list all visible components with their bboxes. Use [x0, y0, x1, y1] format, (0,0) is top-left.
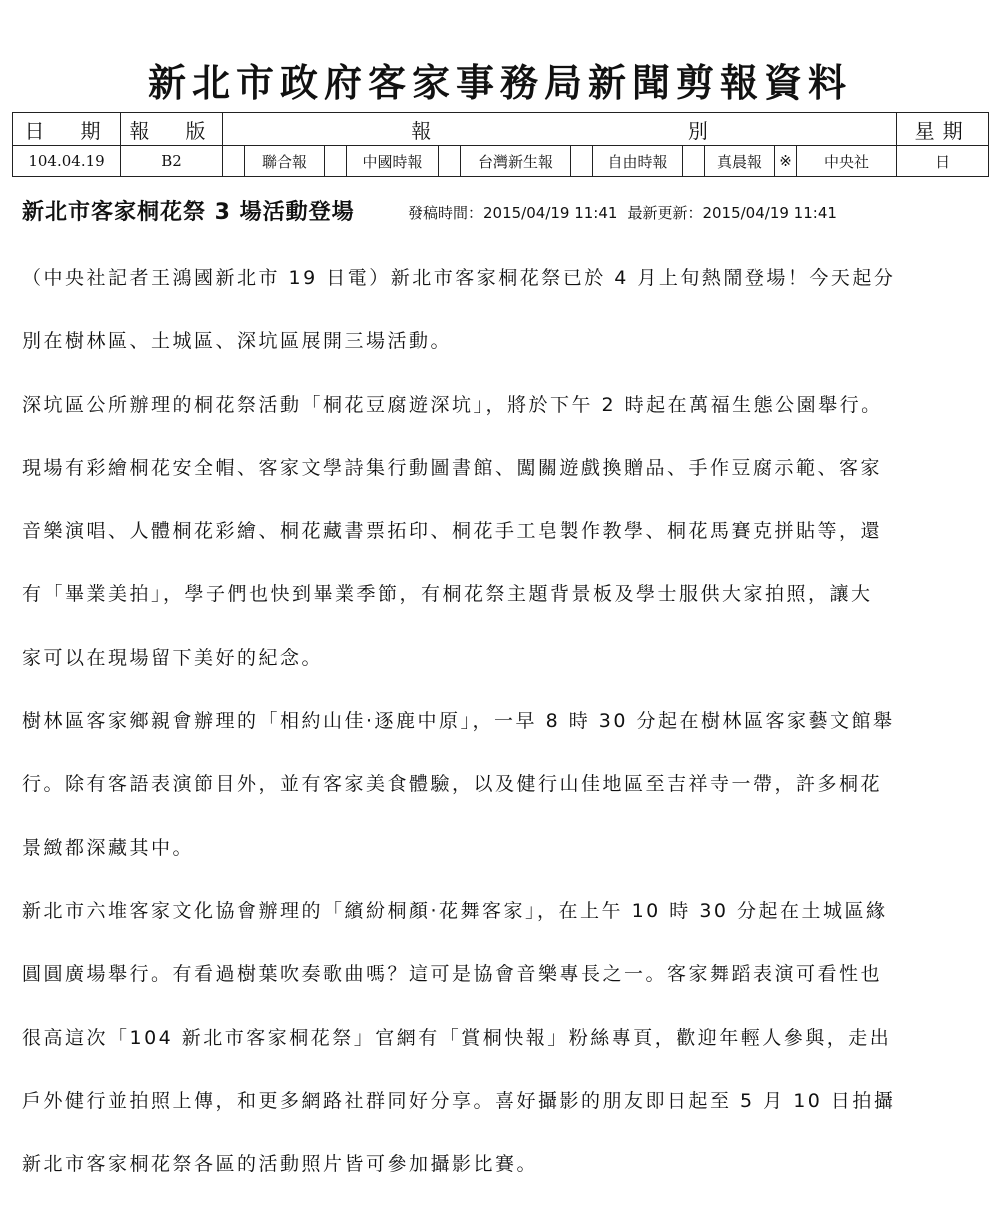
body-line: 有「畢業美拍」，學子們也快到畢業季節，有桐花祭主題背景板及學士服供大家拍照，讓大 [22, 583, 873, 606]
paper-check-box [683, 146, 705, 177]
newspaper-header [223, 113, 897, 146]
body-line: 深坑區公所辦理的桐花祭活動「桐花豆腐遊深坑」，將於下午 2 時起在萬福生態公園舉行。 [22, 393, 883, 416]
body-line: 家可以在現場留下美好的紀念。 [22, 646, 324, 669]
body-line: 別在樹林區、土城區、深坑區展開三場活動。 [22, 330, 453, 353]
page-title: 新北市政府客家事務局新聞剪報資料 [147, 60, 852, 105]
body-line: 戶外健行並拍照上傳，和更多網路社群同好分享。喜好攝影的朋友即日起至 5 月 10 日拍攝 [22, 1089, 896, 1112]
paper-name: 台灣新生報 [461, 146, 571, 177]
article-headline: 新北市客家桐花祭 3 場活動登場 [22, 200, 355, 225]
date-header: 日 期 [13, 113, 121, 146]
weekday-header: 星期 [897, 113, 989, 146]
body-line: 音樂演唱、人體桐花彩繪、桐花藏書票拓印、桐花手工皂製作教學、桐花馬賽克拼貼等，還 [22, 520, 883, 543]
clipping-meta-table [12, 112, 989, 177]
body-line: 很高這次「104 新北市客家桐花祭」官網有「賞桐快報」粉絲專頁，歡迎年輕人參與，走出 [22, 1026, 892, 1049]
body-line: （中央社記者王鴻國新北市 19 日電）新北市客家桐花祭已於 4 月上旬熱鬧登場！今天起分 [22, 267, 896, 289]
body-line: 現場有彩繪桐花安全帽、客家文學詩集行動圖書館、闖關遊戲換贈品、手作豆腐示範、客家 [22, 456, 883, 479]
body-line: 行。除有客語表演節目外，並有客家美食體驗，以及健行山佳地區至吉祥寺一帶，許多桐花 [22, 773, 883, 796]
body-line: 圓圓廣場舉行。有看過樹葉吹奏歌曲嗎？這可是協會音樂專長之一。客家舞蹈表演可看性也 [22, 963, 883, 986]
body-line: 樹林區客家鄉親會辦理的「相約山佳·逐鹿中原」，一早 8 時 30 分起在樹林區客家藝文館舉 [22, 710, 895, 733]
paper-name: 真晨報 [705, 146, 775, 177]
paper-name: 自由時報 [593, 146, 683, 177]
paper-check-box [223, 146, 245, 177]
body-line: 新北市客家桐花祭各區的活動照片皆可參加攝影比賽。 [22, 1153, 539, 1176]
newspaper-header-right: 別 [687, 118, 708, 143]
date-value: 104.04.19 [13, 146, 121, 177]
article-body [22, 252, 972, 1201]
paper-name: 中央社 [797, 146, 897, 177]
paper-check-box [325, 146, 347, 177]
body-line: 景緻都深藏其中。 [22, 836, 195, 859]
updated-time: 最新更新：2015/04/19 11:41 [627, 204, 837, 222]
newspaper-header-left: 報 [411, 118, 432, 143]
paper-name: 聯合報 [245, 146, 325, 177]
paper-check-mark: ※ [775, 146, 797, 177]
paper-name: 中國時報 [347, 146, 439, 177]
posted-time: 發稿時間：2015/04/19 11:41 [408, 204, 618, 222]
article-timestamps [408, 202, 837, 223]
edition-value: B2 [121, 146, 223, 177]
paper-check-box [571, 146, 593, 177]
edition-header: 報 版 [121, 113, 223, 146]
paper-check-box [439, 146, 461, 177]
weekday-value: 日 [897, 146, 989, 177]
body-line: 新北市六堆客家文化協會辦理的「繽紛桐顏·花舞客家」，在上午 10 時 30 分起在土城區緣 [22, 899, 888, 922]
